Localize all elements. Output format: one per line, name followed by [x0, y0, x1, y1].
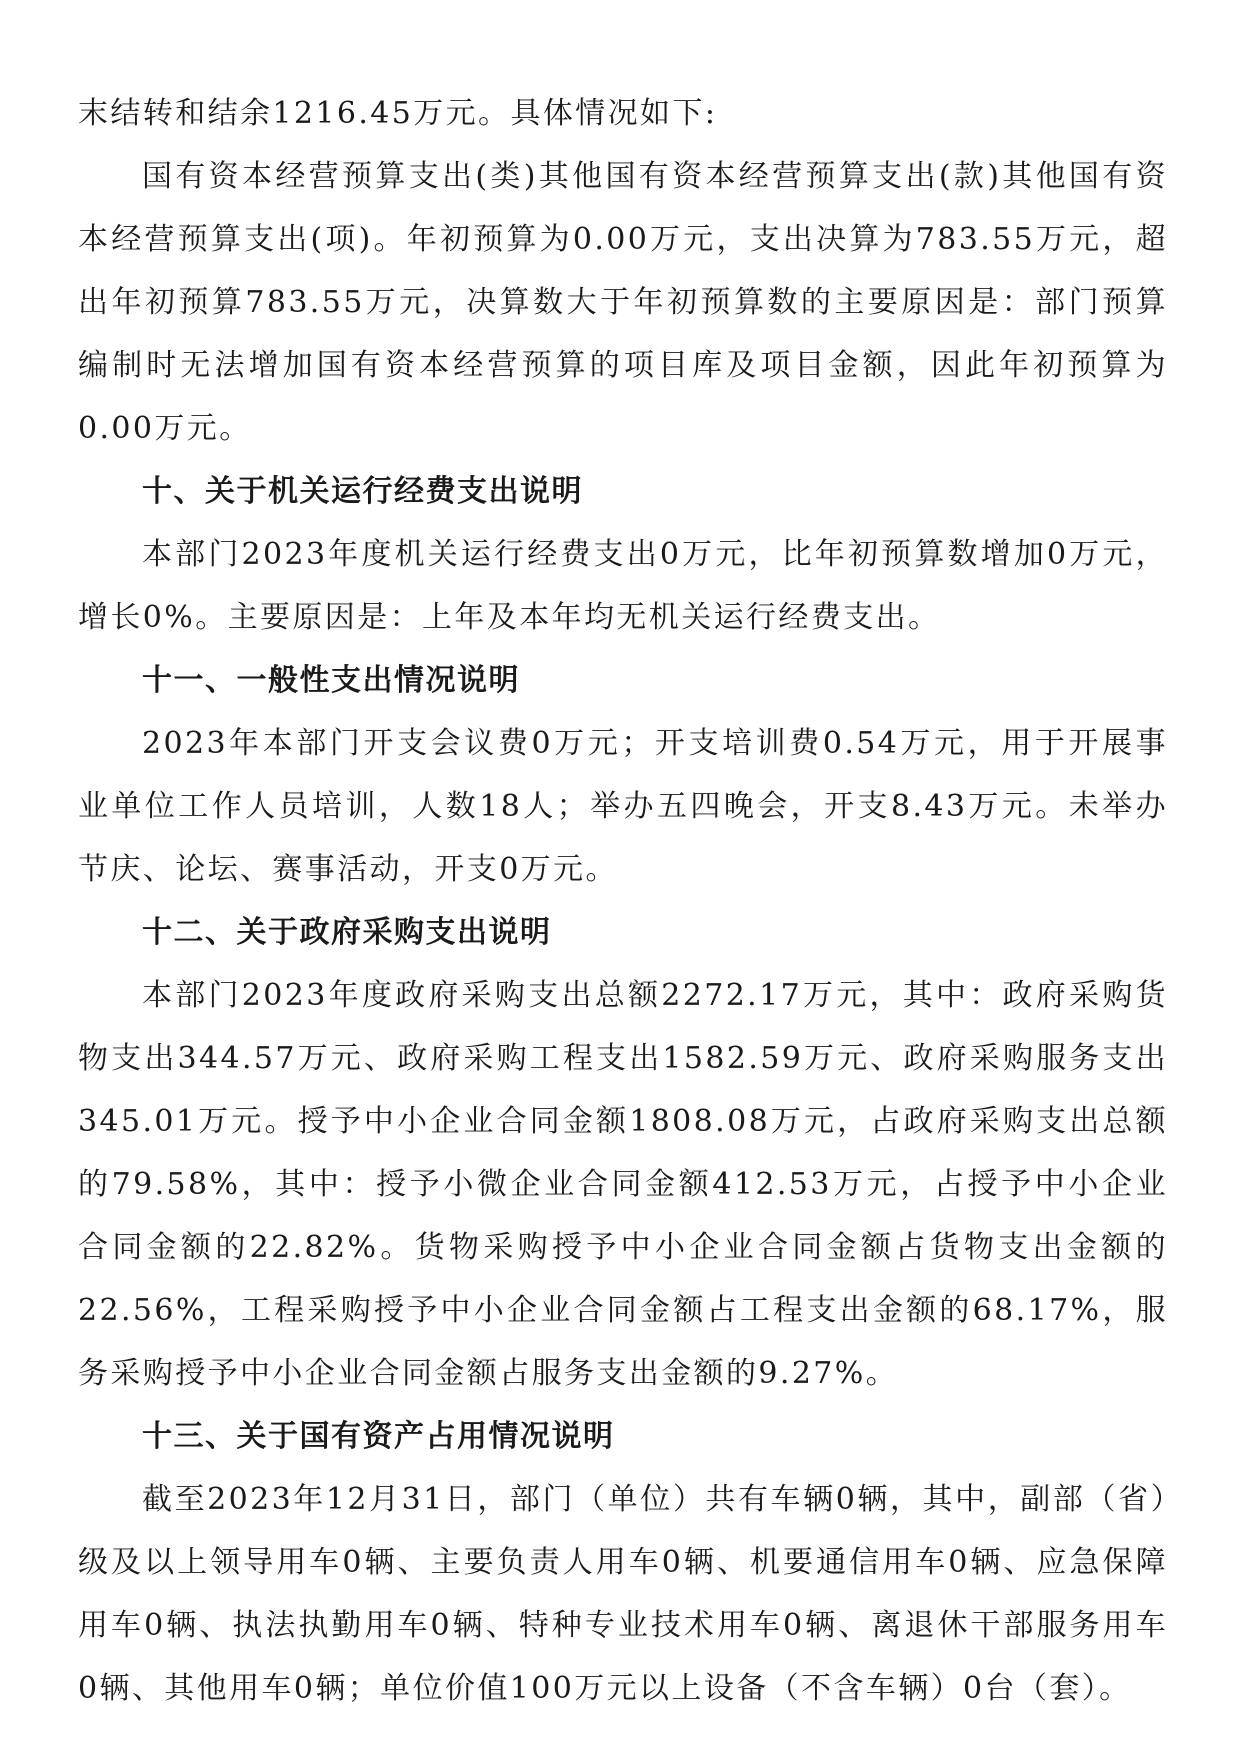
paragraph-operating-expenses: 本部门2023年度机关运行经费支出0万元，比年初预算数增加0万元，增长0%。主要原因是：上年及本年均无机关运行经费支出。	[78, 537, 1168, 635]
paragraph-general-expenditure: 2023年本部门开支会议费0万元；开支培训费0.54万元，用于开展事业单位工作人员培训，人数18人；举办五四晚会，开支8.43万元。未举办节庆、论坛、赛事活动，开支0万元。	[78, 726, 1168, 887]
section-heading-10: 十、关于机关运行经费支出说明	[142, 474, 583, 509]
section-heading-13: 十三、关于国有资产占用情况说明	[142, 1419, 615, 1454]
paragraph-government-procurement: 本部门2023年度政府采购支出总额2272.17万元，其中：政府采购货物支出344.57万元、政府采购工程支出1582.59万元、政府采购服务支出345.01万元。授予中小企业合同金额1808.08万元，占政府采购支出总额的79.58%，其中：授予小微企业合同金额412.53万元，占授予中小企业合同金额的22.82%。货物采购授予中小企业合同金额占货物支出金额的22.56%，工程采购授予中小企业合同金额占工程支出金额的68.17%，服务采购授予中小企业合同金额占服务支出金额的9.27%。	[78, 978, 1168, 1391]
paragraph-carryover: 末结转和结余1216.45万元。具体情况如下:	[78, 96, 718, 131]
document-page	[78, 82, 1168, 1720]
paragraph-state-assets: 截至2023年12月31日，部门（单位）共有车辆0辆，其中，副部（省）级及以上领导用车0辆、主要负责人用车0辆、机要通信用车0辆、应急保障用车0辆、执法执勤用车0辆、特种专业技术用车0辆、离退休干部服务用车0辆、其他用车0辆；单位价值100万元以上设备（不含车辆）0台（套）。	[78, 1482, 1168, 1706]
section-heading-12: 十二、关于政府采购支出说明	[142, 915, 552, 950]
section-heading-11: 十一、一般性支出情况说明	[142, 663, 520, 698]
paragraph-state-capital-expenditure: 国有资本经营预算支出(类)其他国有资本经营预算支出(款)其他国有资本经营预算支出(项)。年初预算为0.00万元，支出决算为783.55万元，超出年初预算783.55万元，决算数大于年初预算数的主要原因是：部门预算编制时无法增加国有资本经营预算的项目库及项目金额，因此年初预算为0.00万元。	[78, 159, 1168, 446]
